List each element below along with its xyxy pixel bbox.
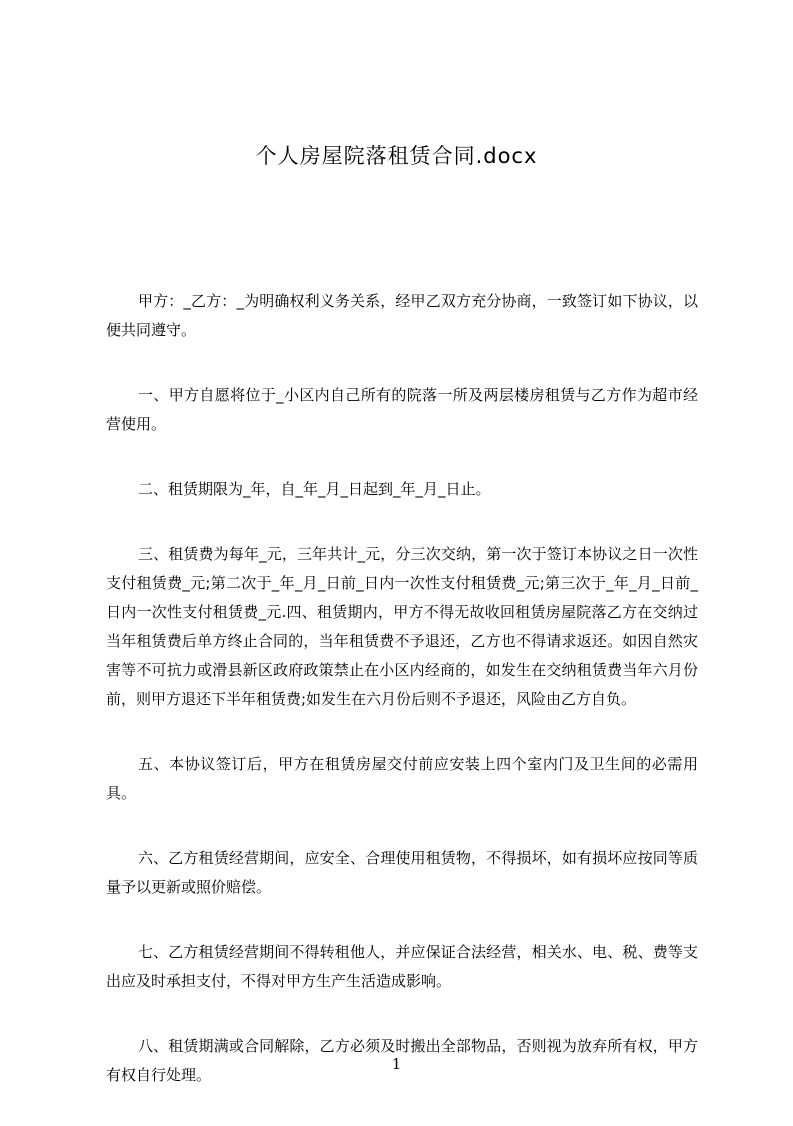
paragraph-clause-6: 六、乙方租赁经营期间，应安全、合理使用租赁物，不得损坏，如有损坏应按同等质量予以更新或照价赔偿。 [106, 849, 698, 896]
paragraph-intro: 甲方：_乙方：_为明确权利义务关系，经甲乙双方充分协商，一致签订如下协议，以便共同遵守。 [106, 292, 698, 339]
document-title: 个人房屋院落租赁合同.docx [255, 144, 538, 168]
paragraph-clause-1: 一、甲方自愿将位于_小区内自己所有的院落一所及两层楼房租赁与乙方作为超市经营使用。 [106, 386, 698, 433]
page-number: 1 [391, 1055, 402, 1073]
paragraph-clause-8: 八、租赁期满或合同解除，乙方必须及时搬出全部物品，否则视为放弃所有权，甲方有权自行处理。 [106, 1037, 698, 1084]
document-body [106, 287, 698, 1126]
paragraph-clause-3-4: 三、租赁费为每年_元，三年共计_元，分三次交纳，第一次于签订本协议之日一次性支付租赁费_元;第二次于_年_月_日前_日内一次性支付租赁费_元;第三次于_年_月_日前_日内一次性支付租赁费_元.四、租赁期内，甲方不得无故收回租赁房屋院落乙方在交纳过当年租赁费后单方终止合同的，当年租赁费不予退还，乙方也不得请求返还。如因自然灾害等不可抗力或滑县新区政府政策禁止在小区内经商的，如发生在交纳租赁费当年六月份前，则甲方退还下半年租赁费;如发生在六月份后则不予退还，风险由乙方自负。 [106, 545, 698, 708]
paragraph-clause-2: 二、租赁期限为_年，自_年_月_日起到_年_月_日止。 [138, 480, 491, 498]
paragraph-clause-5: 五、本协议签订后，甲方在租赁房屋交付前应安装上四个室内门及卫生间的必需用具。 [106, 755, 698, 802]
paragraph-clause-7: 七、乙方租赁经营期间不得转租他人，并应保证合法经营，相关水、电、税、费等支出应及时承担支付，不得对甲方生产生活造成影响。 [106, 943, 698, 990]
